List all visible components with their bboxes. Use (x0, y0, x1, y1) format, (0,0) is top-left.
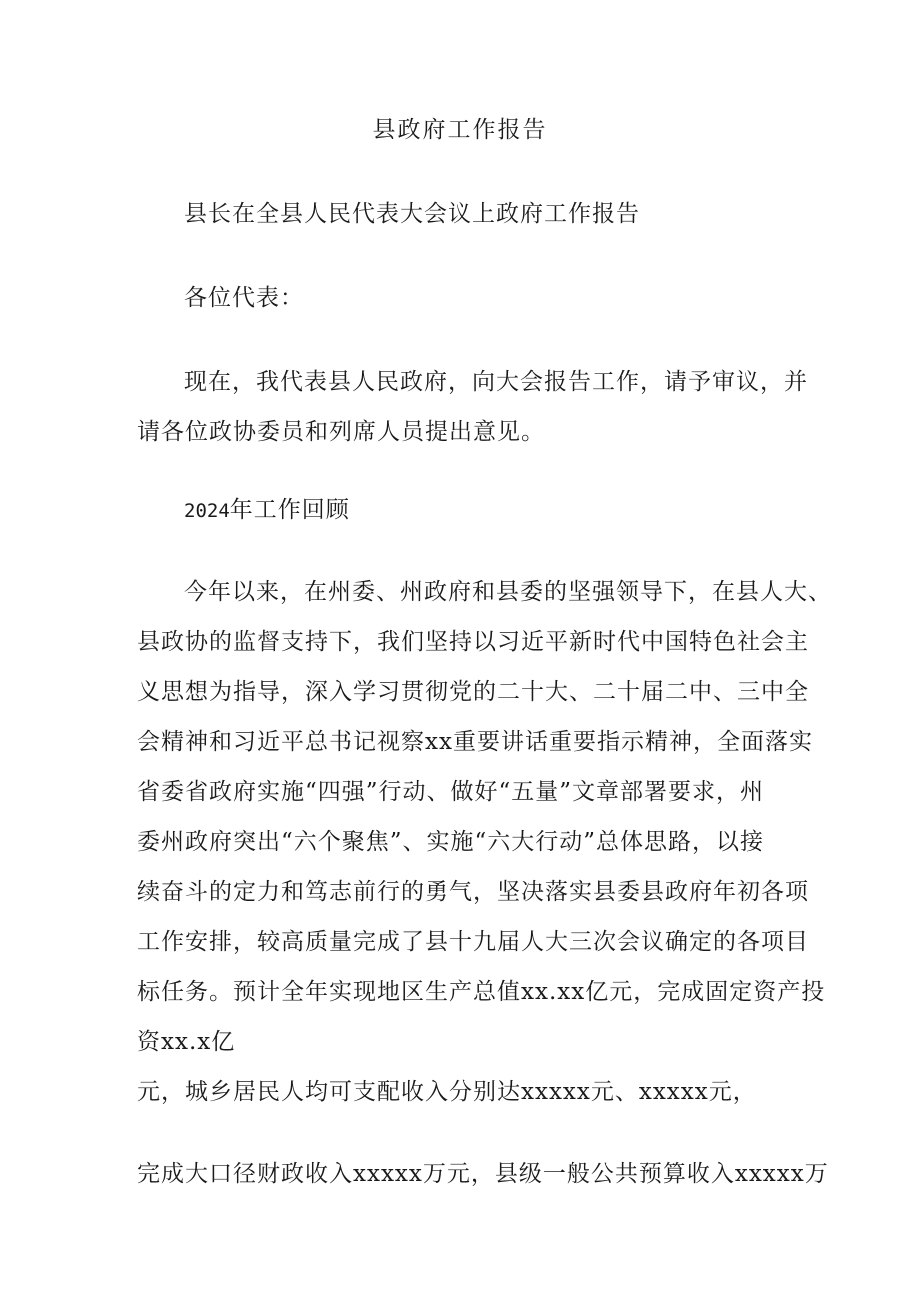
intro-line-2: 请各位政协委员和列席人员提出意见。 (137, 419, 545, 445)
review-line-7: 续奋斗的定力和笃志前行的勇气，坚决落实县委县政府年初各项 (137, 879, 809, 905)
review-line-10: 资xx.x亿 (137, 1029, 236, 1055)
fiscal-line: 完成大口径财政收入xxxxx万元，县级一般公共预算收入xxxxx万 (137, 1161, 829, 1187)
salutation: 各位代表： (184, 285, 304, 311)
review-line-1: 今年以来，在州委、州政府和县委的坚强领导下，在县人大、 (184, 579, 832, 605)
section-heading (184, 494, 350, 527)
review-line-6: 委州政府突出“六个聚焦”、实施“六大行动”总体思路，以接 (137, 829, 765, 855)
review-line-3: 义思想为指导，深入学习贯彻党的二十大、二十届二中、三中全 (137, 679, 809, 705)
review-line-9: 标任务。预计全年实现地区生产总值xx.xx亿元，完成固定资产投 (137, 979, 826, 1005)
section-heading-text: 年工作回顾 (229, 497, 350, 523)
review-line-2: 县政协的监督支持下，我们坚持以习近平新时代中国特色社会主 (137, 629, 809, 655)
document-subtitle: 县长在全县人民代表大会议上政府工作报告 (184, 201, 640, 227)
review-line-4: 会精神和习近平总书记视察xx重要讲话重要指示精神，全面落实 (137, 729, 813, 755)
intro-line-1: 现在，我代表县人民政府，向大会报告工作，请予审议，并 (184, 369, 808, 395)
section-heading-year: 2024 (184, 500, 230, 522)
document-title: 县政府工作报告 (372, 117, 548, 143)
review-line-5: 省委省政府实施“四强”行动、做好“五量”文章部署要求，州 (137, 779, 765, 805)
review-line-8: 工作安排，较高质量完成了县十九届人大三次会议确定的各项目 (137, 929, 809, 955)
income-line: 元，城乡居民人均可支配收入分别达xxxxx元、xxxxx元， (137, 1079, 757, 1105)
